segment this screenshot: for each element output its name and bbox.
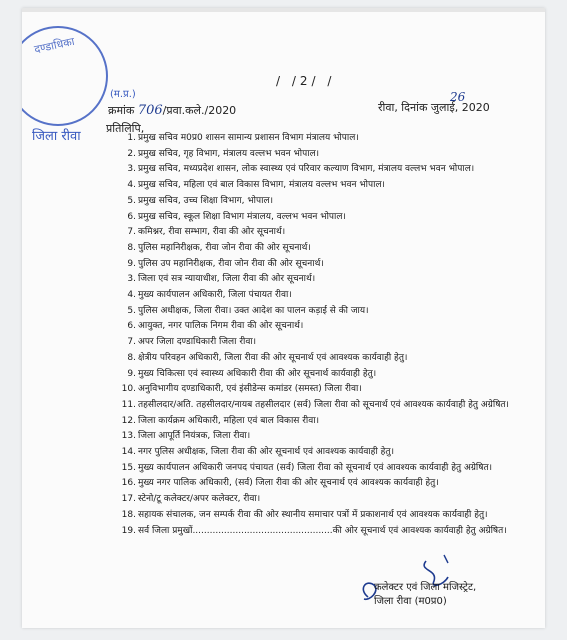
recipient-text: पुलिस महानिरीक्षक, रीवा जोन रीवा की ओर सूचनार्थ। [138,242,311,253]
recipient-item [118,462,524,474]
recipient-text: तहसीलदार/अति. तहसीलदार/नायब तहसीलदार (सर्व) जिला रीवा को सूचनार्थ एवं आवश्यक कार्यवाही हेतु अग्रेषित। [138,399,509,410]
signatory-designation: कलेक्टर एवं जिला मजिस्ट्रेट, [374,582,477,593]
recipient-number: 3. [127,274,136,285]
recipient-number: 11. [121,399,136,410]
recipient-item [118,163,524,175]
signatory-block [374,581,476,609]
recipient-number: 19. [121,525,136,536]
recipient-text: प्रमुख सचिव, महिला एवं बाल विकास विभाग, मंत्रालय वल्लभ भवन भोपाल। [138,180,385,191]
recipient-text: मुख्य चिकित्सा एवं स्वास्थ्य अधिकारी रीवा की ओर सूचनार्थ कार्यवाही हेतु। [138,368,377,379]
recipient-text: पुलिस उप महानिरीक्षक, रीवा जोन रीवा की ओर सूचनार्थ। [138,258,324,269]
recipient-number: 13. [121,431,136,442]
page-number-mark: / /2/ / [276,74,336,88]
document-page [22,8,545,628]
recipient-number: 3. [127,164,136,175]
recipient-number: 16. [121,478,136,489]
recipient-item [118,477,524,489]
recipient-number: 17. [121,494,136,505]
recipient-item [118,352,524,364]
recipient-item [118,179,524,191]
recipient-item [118,258,524,270]
letter-date [378,90,490,115]
recipient-number: 2. [127,148,136,159]
copy-heading: प्रतिलिपि, [106,122,145,135]
recipient-item [118,383,524,395]
recipient-item [118,195,524,207]
recipient-item [118,273,524,285]
recipient-item [118,226,524,238]
recipient-number: 1. [127,133,136,143]
recipient-number: 5. [127,195,136,206]
recipient-text: नगर पुलिस अधीक्षक, जिला रीवा की ओर सूचनार्थ एवं आवश्यक कार्यवाही हेतु। [138,447,394,458]
date-text: रीवा, दिनांक जुलाई, 2020 [378,101,490,114]
recipient-item [118,430,524,442]
recipient-text: प्रमुख सचिव, उच्च शिक्षा विभाग, भोपाल। [138,195,273,206]
recipient-text: मुख्य कार्यपालन अधिकारी, जिला पंचायत रीवा। [138,290,292,301]
recipient-item [118,211,524,223]
recipient-item [118,415,524,427]
recipient-number: 9. [127,258,136,269]
recipient-number: 15. [121,462,136,473]
recipient-item [118,242,524,254]
recipient-number: 4. [127,180,136,191]
recipient-number: 18. [121,509,136,520]
reference-number [108,103,236,118]
recipient-item [118,446,524,458]
recipient-number: 7. [127,227,136,238]
recipient-text: प्रमुख सचिव, मध्यप्रदेश शासन, लोक स्वास्थ्य एवं परिवार कल्याण विभाग, मंत्रालय वल्लभ भवन भोपाल। [138,164,475,175]
page-top-edge [22,8,545,12]
recipient-text: जिला कार्यक्रम अधिकारी, महिला एवं बाल विकास रीवा। [138,415,319,426]
recipient-text: सर्व जिला प्रमुखों.................................................की ओर सूचनार्थ एवं आवश्यक कार्यवाही हेतु अग्रेषित। [138,525,507,536]
seal-text-bottom: जिला रीवा [32,129,81,144]
recipient-item [118,509,524,521]
recipient-text: प्रमुख सचिव, स्कूल शिक्षा विभाग मंत्रालय, वल्लभ भवन भोपाल। [138,211,346,222]
recipient-text: सहायक संचालक, जन सम्पर्क रीवा की ओर स्थानीय समाचार पत्रों में प्रकाशनार्थ एवं आवश्यक कार्यवाही हेतु। [138,509,488,520]
recipient-item [118,399,524,411]
recipient-item [118,305,524,317]
seal-state: (म.प्र.) [110,89,136,100]
recipient-item [118,493,524,505]
recipient-text: प्रमुख सचिव, गृह विभाग, मंत्रालय वल्लभ भवन भोपाल। [138,148,320,159]
recipient-text: अनुविभागीय दण्डाधिकारी, एवं इंसीडेन्स कमांडर (समस्त) जिला रीवा। [138,384,362,395]
recipient-text: मुख्य कार्यपालन अधिकारी जनपद पंचायत (सर्व) जिला रीवा को सूचनार्थ एवं आवश्यक कार्यवाही हेतु अग्रेषित। [138,462,492,473]
recipient-number: 14. [121,447,136,458]
recipient-number: 6. [127,321,136,332]
recipient-text: मुख्य नगर पालिक अधिकारी, (सर्व) जिला रीवा की ओर सूचनार्थ एवं आवश्यक कार्यवाही हेतु। [138,478,439,489]
recipient-item [118,289,524,301]
date-handwritten-day: 26 [450,90,466,104]
office-seal [22,26,108,126]
recipient-number: 9. [127,368,136,379]
recipient-item [118,368,524,380]
reference-prefix: क्रमांक [108,104,135,117]
reference-suffix: /प्रवा.कले./2020 [162,104,237,117]
recipient-text: स्टेनो/टू कलेक्टर/अपर कलेक्टर, रीवा। [138,494,261,505]
recipient-number: 12. [121,415,136,426]
recipient-text: आयुक्त, नगर पालिक निगम रीवा की ओर सूचनार्थ। [138,321,304,332]
recipient-item [118,148,524,160]
recipient-text: जिला आपूर्ति नियंत्रक, जिला रीवा। [138,431,251,442]
recipient-number: 4. [127,290,136,301]
recipient-number: 10. [121,384,136,395]
reference-handwritten-number: 706 [137,103,163,118]
recipient-list [118,132,524,540]
seal-text-top: दण्डाधिका [33,34,76,57]
recipient-number: 7. [127,337,136,348]
recipient-text: अपर जिला दण्डाधिकारी जिला रीवा। [138,337,257,348]
recipient-text: पुलिस अधीक्षक, जिला रीवा। उक्त आदेश का पालन कड़ाई से की जाय। [138,305,369,316]
recipient-item [118,336,524,348]
recipient-item [118,525,524,537]
recipient-number: 5. [127,305,136,316]
recipient-text: प्रमुख सचिव म0प्र0 शासन सामान्य प्रशासन विभाग मंत्रालय भोपाल। [138,133,359,143]
recipient-text: कमिश्नर, रीवा सम्भाग, रीवा की ओर सूचनार्थ। [138,227,286,238]
signatory-district: जिला रीवा (म0प्र0) [374,596,447,607]
recipient-text: जिला एवं सत्र न्यायाधीश, जिला रीवा की ओर सूचनार्थ। [138,274,316,285]
recipient-text: क्षेत्रीय परिवहन अधिकारी, जिला रीवा की ओर सूचनार्थ एवं आवश्यक कार्यवाही हेतु। [138,352,408,363]
recipient-number: 8. [127,242,136,253]
recipient-item [118,132,524,144]
recipient-item [118,320,524,332]
recipient-number: 6. [127,211,136,222]
recipient-number: 8. [127,352,136,363]
